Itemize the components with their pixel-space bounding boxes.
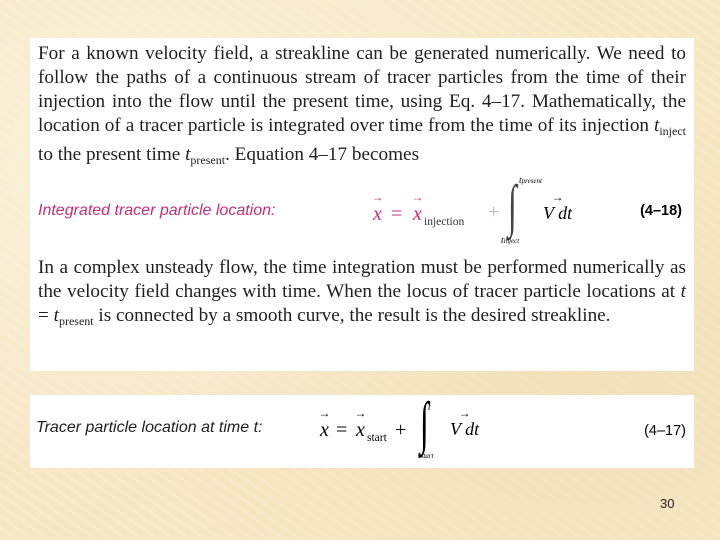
slide-page-number: 30	[660, 496, 675, 511]
equation-4-18-number: (4–18)	[640, 203, 682, 219]
equals-sign-4-17: =	[336, 419, 348, 441]
paragraph-unsteady-flow	[38, 256, 686, 333]
paragraph2-equals: =	[38, 305, 54, 326]
injection-subscript: injection	[424, 216, 465, 228]
t-present-subscript-2: present	[58, 314, 94, 328]
equation-4-18-math	[373, 173, 593, 250]
t-present-symbol-2: t	[53, 305, 59, 326]
equation-4-17-label: Tracer particle location at time t:	[36, 419, 263, 436]
velocity-integrand: → V dt	[543, 203, 572, 224]
integral-sign: ∫	[508, 173, 517, 238]
integral-lower-limit: tinject	[501, 236, 520, 246]
equation-4-17-number: (4–17)	[644, 423, 686, 439]
start-subscript: start	[367, 432, 387, 444]
equation-4-17-math	[320, 390, 520, 468]
textbook-excerpt-panel	[30, 38, 694, 371]
paragraph1-text-b: to the present time	[38, 144, 186, 165]
equation-4-18-label: Integrated tracer particle location:	[38, 202, 276, 219]
x-vector-injection: → x	[413, 203, 422, 226]
t-present-symbol: t	[185, 144, 191, 165]
equation-4-18	[38, 173, 686, 250]
integral-upper-limit-4-17: t	[428, 403, 431, 413]
paragraph1-text-c: . Equation 4–17 becomes	[225, 144, 420, 165]
plus-sign-4-17: +	[395, 419, 407, 441]
integral-upper-limit: tpresent	[519, 176, 542, 186]
t-symbol: t	[680, 281, 686, 302]
x-vector-start: → x	[356, 419, 365, 442]
velocity-integrand-4-17: → V dt	[450, 419, 479, 440]
paragraph-streakline-intro	[38, 42, 686, 172]
equation-4-17-panel	[30, 390, 694, 468]
plus-sign: +	[488, 201, 500, 223]
t-present-subscript: present	[190, 153, 226, 167]
t-inject-symbol: t	[654, 115, 660, 136]
x-vector-lhs: → x	[373, 203, 382, 226]
paragraph2-text-b: is connected by a smooth curve, the result is the desired streakline.	[93, 305, 611, 326]
x-vector-lhs-4-17: → x	[320, 419, 329, 442]
t-inject-subscript: inject	[659, 124, 686, 138]
paragraph2-text-a: In a complex unsteady flow, the time integration must be performed numerically as the velocity field changes with time. When the locus of tracer particle locations at	[38, 257, 686, 302]
equals-sign: =	[391, 203, 403, 225]
integral-lower-limit-4-17: tstart	[418, 451, 434, 461]
integral-sign-4-17: ∫	[420, 390, 429, 455]
paragraph1-text-a: For a known velocity field, a streakline can be generated numerically. We need to follow the paths of a continuous stream of tracer particles from the time of their injection into the flow until the present time, using Eq. 4–17. Mathematically, the location of a tracer particle is integrated over time from the time of its injection	[38, 43, 686, 136]
